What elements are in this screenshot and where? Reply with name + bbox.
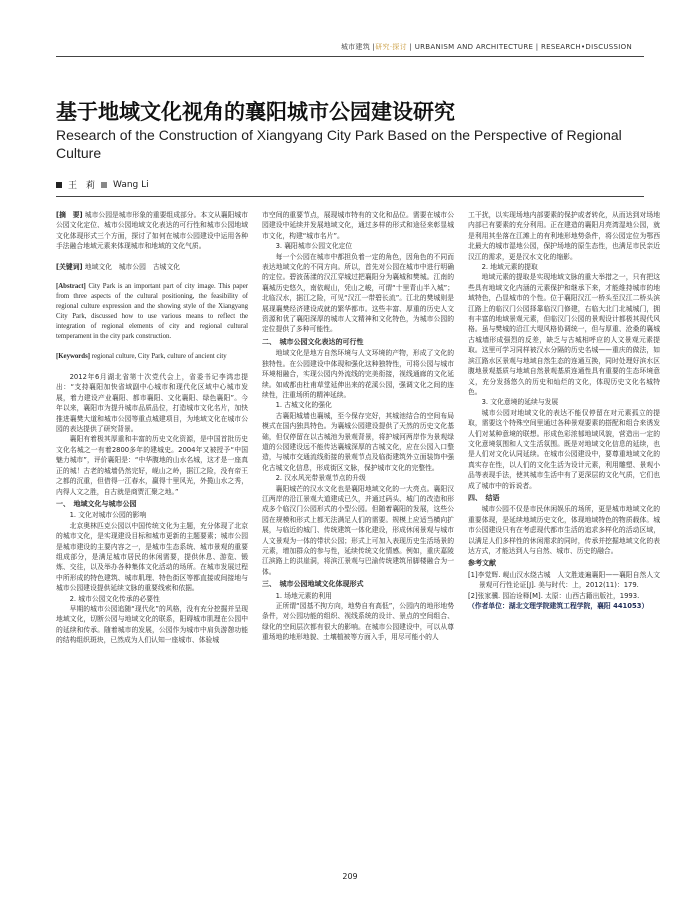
paragraph: 北京奥林匹克公园以中国传统文化为主题，充分体现了北京的城市文化，是实现建设目标和城市更新的主题要素；城市公园是城市建设的主要内容之一，是城市生态系统、城市景观的重要组成部分，是满足城市居民的休闲需要，提供休息、游览、锻炼、交往，以及举办各种集体文化活动的场所。在城市发展过程中所形成的特色建筑、城市肌理、特色街区等都直接或间接地与城市公园建设提供延续文脉的重要线索和依据。 xyxy=(56,521,248,593)
paragraph: 早期的城市公园追随“现代化”的风格，没有充分挖掘并呈现地域文化，切断公园与地域文化的联系，阳碍城市肌理在公园中的延续和传承。随着城市的发展，公园作为城市中肩负游憩功能的结构组织斑块，已然成为人们认知一座城市、体验城 xyxy=(56,604,248,645)
square-bullet-icon xyxy=(56,182,62,188)
header-section: 城市建筑 xyxy=(340,43,371,51)
keywords-en: [Keywords] regional culture, City Park, culture of ancient city xyxy=(56,353,227,361)
paragraph: 市空间的重要节点，展现城市特有的文化和品位。需要在城市公园建设中延续并发展地域文化，通过多样的形式和途径来彰显城市文化，构建“城市名片”。 xyxy=(262,211,454,240)
paragraph: 每一个公园在城市中都担负着一定的角色，因角色的不同而表达地域文化的不同方向。所以，首先对公园在城市中进行明确的定位。碧波荡漾的汉江穿城过把襄阳分为襄城和樊城。江南的襄城历史悠久，南依岘山，凭山之峻，可谓“十里青山半入城”；北临汉水，据江之险，可见“汉江一带碧长流”。江北的樊城则是展现襄樊经济建设成就的繁华都市。这些丰富、厚重的历史人文资源和优了襄阳深厚的城市人文精神和文化特色，为城市公园的定位提供了多种可能性。 xyxy=(262,252,454,334)
references-heading: 参考文献 xyxy=(468,559,496,568)
author-affiliation: （作者单位：湖北文理学院建筑工程学院，襄阳 441053） xyxy=(468,602,649,611)
square-bullet-icon xyxy=(101,182,107,188)
section-heading: 三、 城市公园地域文化体现形式 xyxy=(262,580,364,589)
author-chinese: 王 莉 xyxy=(68,181,96,191)
running-header xyxy=(341,42,632,52)
paragraph: 襄阳有着极其厚重和丰富的历史文化资源，是中国首批历史文化名城之一有着2800多年的建城史。2004年又被授予“中国魅力城市”，评价襄阳是：“中华腹地的山水名城，这才是一座真正的城！古老的城墙仍然完好，岘山之岭，据江之险，没有帝王之都的沉重，但借得一江春水，赢得十里风光，外揽山水之秀，内得人文之胜，自古就是商贾汇聚之地。” xyxy=(56,435,248,496)
title-rule xyxy=(56,196,644,197)
reference-item: [1]李觉辉. 岘山汉水绕古城 人文胜迹遍襄阳——襄阳自然人文景观可行性论证[J]. 美与时代：上，2012(11)：179. xyxy=(468,570,660,590)
title-chinese: 基于地域文化视角的襄阳城市公园建设研究 xyxy=(56,100,455,124)
paragraph: 正所谓“园基不拘方向，地势自有高低”，公园内的地形地势条件，对公园功能的组织、视线系统的设计、景点的空间组合、绿化的空间层次都有很大的影响。在城市公园建设中，可以从尊重场地的地形地貌、土壤植被等方面入手，用尽可能小的人 xyxy=(262,602,454,642)
subsection-heading: 3. 襄阳城市公园文化定位 xyxy=(275,242,353,251)
subsection-heading: 1. 文化对城市公园的影响 xyxy=(69,511,147,520)
keywords-zh: [关键词] 地域文化 城市公园 古城文化 xyxy=(56,262,180,271)
header-subsection-en: RESEARCH•DISCUSSION xyxy=(540,43,632,51)
paragraph: 古襄阳城墙也襄城，至今保存完好，其城池结合的空间布局模式在国内独具特色。为襄城公园建设提供了天然的历史文化基础，但仅停留在以古城池为景观背景，将护城河两岸作为景观绿道的公园建设远不能传达襄城深厚的古城文化，应在公园入口整造，与城市交通流线衔接的景观节点及临街建筑外立面装饰中强化古城文化信息，形成街区文脉，保护城市文化的完整性。 xyxy=(262,411,454,472)
reference-item: [2]张家骥. 园冶诠释[M]. 太原：山西古籍出版社，1993. xyxy=(468,591,640,600)
section-heading: 一、 地域文化与城市公园 xyxy=(56,499,137,508)
authors xyxy=(56,178,149,191)
column-1 xyxy=(56,210,248,646)
abstract-en: [Abstract] City Park is an important part of city image. This paper from three aspects of the cultural positioning, the feasibility of regional culture expression and the showing style of the Xiangyang City Park, discussed how to use various means to reflect the integration of regional elements of city and regional cultural temperament in the city park construction. xyxy=(56,283,248,341)
subsection-heading: 1. 场地元素的利用 xyxy=(275,591,332,600)
page-number: 209 xyxy=(342,872,358,881)
subsection-heading: 3. 文化意境的延续与发展 xyxy=(481,398,559,407)
paragraph: 2012年6月湖北省第十次党代会上，省委书记李鸿忠提出：“支持襄阳加快省域副中心城市和现代化区域中心城市发展，着力建设产业襄阳、都市襄阳、文化襄阳、绿色襄阳”。今年以来，襄阳市为提升城市品质品位，打造城市文化名片，加快推进襄樊大道和城市公园等重点城建项目，为地域文化在城市公园的表达提供了研究背景。 xyxy=(56,373,248,434)
paragraph: 地域元素的提取是实现地域文脉的重大举措之一，只有把这些具有地域文化内涵的元素保护和继承下来，才能维持城市的地域特色，凸显城市的个性。位于襄阳汉江一桥头至汉江二桥头滨江路上的临汉门公园择靠临汉门修建，右临大北门北城城门，拥有丰富的地域景观元素，但临汉门公园的景观设计都极其现代风格。虽与樊城的沿江大堤风格协调统一，但与厚重、沧桑的襄城古城墙形成强烈的反差，缺乏与古城相呼应的人文景观元素提取。这里可学习同样被汉水分隔的历史名城——重庆的做法，如滨江路水区景观与地域自然生态的连通互换，同时处理好滨水区腹地景观基质与地域自然景观基质连通性具有重要的生态环境意义，充分发扬悠久的历史和灿烂的文化，体现历史文化名城特色。 xyxy=(468,273,660,396)
abstract-zh: [摘 要] 城市公园是城市形象的重要组成部分。本文从襄阳城市公园文化定位、城市公园地域文化表达的可行性和城市公园地域文化体现形式三个方面，探讨了如何在城市公园建设中运用各种手法融合地域元素来体现城市和地域的文化气质。 xyxy=(56,211,248,251)
subsection-heading: 2. 地域元素的提取 xyxy=(481,263,538,272)
subsection-heading: 2. 城市公园文化传承的必要性 xyxy=(69,594,160,603)
title-english: Research of the Construction of Xiangyang City Park Based on the Perspective of Regional Culture xyxy=(56,127,622,161)
header-section-en: URBANISM AND ARCHITECTURE xyxy=(414,43,534,51)
header-rule xyxy=(56,56,644,57)
column-2 xyxy=(262,210,454,643)
column-3 xyxy=(468,210,660,611)
paragraph: 工干扰，以实现场地内部要素的保护或者转化，从而达到对场地内部已有要素的充分利用。正在建造的襄阳月亮湾湿地公园，就是利用其坐落在江滩上的有利地形地势条件，将公园定位为鄂西北最大的城市湿地公园，保护场地的原生态性，也满足市民亲近汉江的需求，更是汉水文化的缩影。 xyxy=(468,211,660,261)
paragraph: 襄阳城芒的汉水文化也是襄阳地域文化的一大亮点。襄阳汉江两岸的沿江景观大道建成已久，并通过码头、城门的改造和形成多个临汉门公园形式的小型公园。但随着襄阳的发展，这些公园在规模和形式上都无法满足人们的需要。规模上应适当横向扩展，与临近的城门、传统建筑一体化建设，形成休闲景观与城市人文景观为一体的带状公园；形式上可加入表现历史生活场景的元素，增加群众的参与性，延续传统文化情感。例如，重庆嘉陵江滨路上的洪崖洞，将滨江景观与巴渝传统建筑吊脚楼融合为一体。 xyxy=(262,484,454,576)
header-separator: | xyxy=(535,43,539,51)
section-heading: 四、 结语 xyxy=(468,493,500,502)
subsection-heading: 2. 汉水风光带景观节点的升级 xyxy=(275,474,366,483)
header-subsection: 研究·探讨 xyxy=(375,43,407,51)
header-separator: | xyxy=(372,43,376,51)
paragraph: 地域文化是地方自然环境与人文环境的产物，形成了文化的独特性。在公园建设中体现和强化这种独特性，可将公园与城市环境相融合，实现公园内外流线的完美衔接，视线通廊的文化延续。如咸都由杜甫草堂延伸出来的花溪公园，强调文化之间的连续性，注重场所的精神延续。 xyxy=(262,349,454,399)
section-heading: 二、 城市公园文化表达的可行性 xyxy=(262,337,364,346)
paragraph: 城市公园不仅是市民休闲娱乐的场所，更是城市地域文化的重要体现，是延续地域历史文化，体现地域特色的物质载体。城市公园建设只有在考虑现代都市生活的追求多样化的活动区域，以满足人们多样性的休闲需求的同时，传承并挖掘地域文化的表达方式，才能达到人与自然、城市、历史的融合。 xyxy=(468,505,660,555)
header-separator: | xyxy=(409,43,413,51)
subsection-heading: 1. 古城文化的强化 xyxy=(275,401,332,410)
author-english: Wang Li xyxy=(113,179,149,190)
paragraph: 城市公园对地域文化的表达不能仅停留在对元素孤立的提取，需要这个特殊空间里通过各种景观要素的搭配和组合来诱发人们对某种意境的联想。形成色彩浓郁地域风貌，营造出一定的文化意境氛围和人文生活氛围。既是对地域文化信息的延续，也是人们对文化认同延续。在城市公园建设中，要尊重地域文化的真实存在性，以人们的文化生活为设计元素，利用雕塑、景观小品等表现手法，使其城市生活中有了更深层的文化气质，它们也成了城市中的诉说者。 xyxy=(468,408,660,490)
